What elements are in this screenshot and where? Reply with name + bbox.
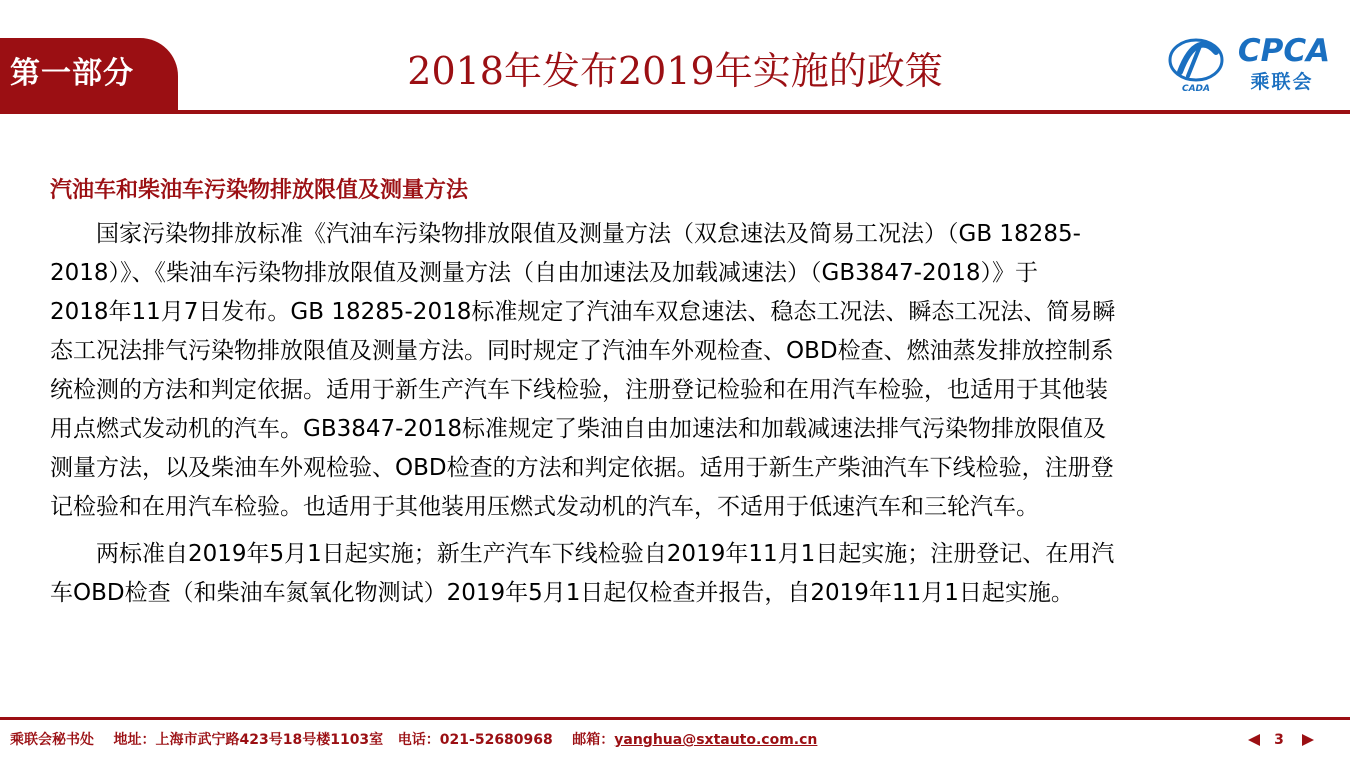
header-divider (0, 110, 1350, 114)
paragraph-line: 两标准自2019年5月1日起实施；新生产汽车下线检验自2019年11月1日起实施；注册登记、在用汽 (50, 541, 1115, 567)
page-title: 2018年发布2019年实施的政策 (407, 49, 943, 93)
logo-brand-text: CPCA (1237, 33, 1331, 69)
paragraph-line: 统检测的方法和判定依据。适用于新生产汽车下线检验，注册登记检验和在用汽车检验，也适用于其他装 (50, 377, 1108, 403)
footer-email-link[interactable]: yanghua@sxtauto.com.cn (614, 732, 818, 748)
paragraph-line: 车OBD检查（和柴油车氮氧化物测试）2019年5月1日起仅检查并报告，自2019年11月1日起实施。 (50, 580, 1074, 606)
paragraph-line: 国家污染物排放标准《汽油车污染物排放限值及测量方法（双怠速法及简易工况法）（GB 18285- (50, 221, 1081, 247)
footer-email-label: 邮箱： (572, 732, 615, 748)
paragraph-line: 用点燃式发动机的汽车。GB3847-2018标准规定了柴油自由加速法和加载减速法排气污染物排放限值及 (50, 416, 1106, 442)
footer-divider (0, 717, 1350, 720)
cada-emblem-icon (1166, 32, 1226, 94)
triangle-left-icon[interactable] (1248, 734, 1260, 746)
paragraph-line: 测量方法，以及柴油车外观检验、OBD检查的方法和判定依据。适用于新生产柴油汽车下线检验，注册登 (50, 455, 1114, 481)
footer-address: 地址：上海市武宁路423号18号楼1103室 (113, 732, 384, 748)
footer-org: 乘联会秘书处 (10, 732, 94, 748)
section-tab (0, 38, 178, 110)
paragraph-line: 态工况法排气污染物排放限值及测量方法。同时规定了汽油车外观检查、OBD检查、燃油蒸发排放控制系 (50, 338, 1114, 364)
subheading: 汽油车和柴油车污染物排放限值及测量方法 (50, 178, 469, 203)
paragraph-spacer (50, 527, 1290, 535)
footer-contact (10, 728, 817, 752)
page-number: 3 (1274, 732, 1284, 748)
body-text (50, 215, 1290, 613)
cpca-logo (1166, 32, 1344, 94)
paragraph-line: 2018年11月7日发布。GB 18285-2018标准规定了汽油车双怠速法、稳态工况法、瞬态工况法、简易瞬 (50, 299, 1116, 325)
slide-pager (1240, 728, 1320, 752)
triangle-right-icon[interactable] (1302, 734, 1314, 746)
logo-brand-cn: 乘联会 (1250, 71, 1314, 93)
paragraph-line: 记检验和在用汽车检验。也适用于其他装用压燃式发动机的汽车，不适用于低速汽车和三轮汽车。 (50, 494, 1039, 520)
footer-phone: 电话：021-52680968 (397, 732, 553, 748)
section-label: 第一部分 (10, 56, 134, 91)
paragraph-line: 2018）》、《柴油车污染物排放限值及测量方法（自由加速法及加载减速法）（GB3847-2018）》于 (50, 260, 1039, 286)
emblem-caption: CADA (1181, 84, 1211, 94)
